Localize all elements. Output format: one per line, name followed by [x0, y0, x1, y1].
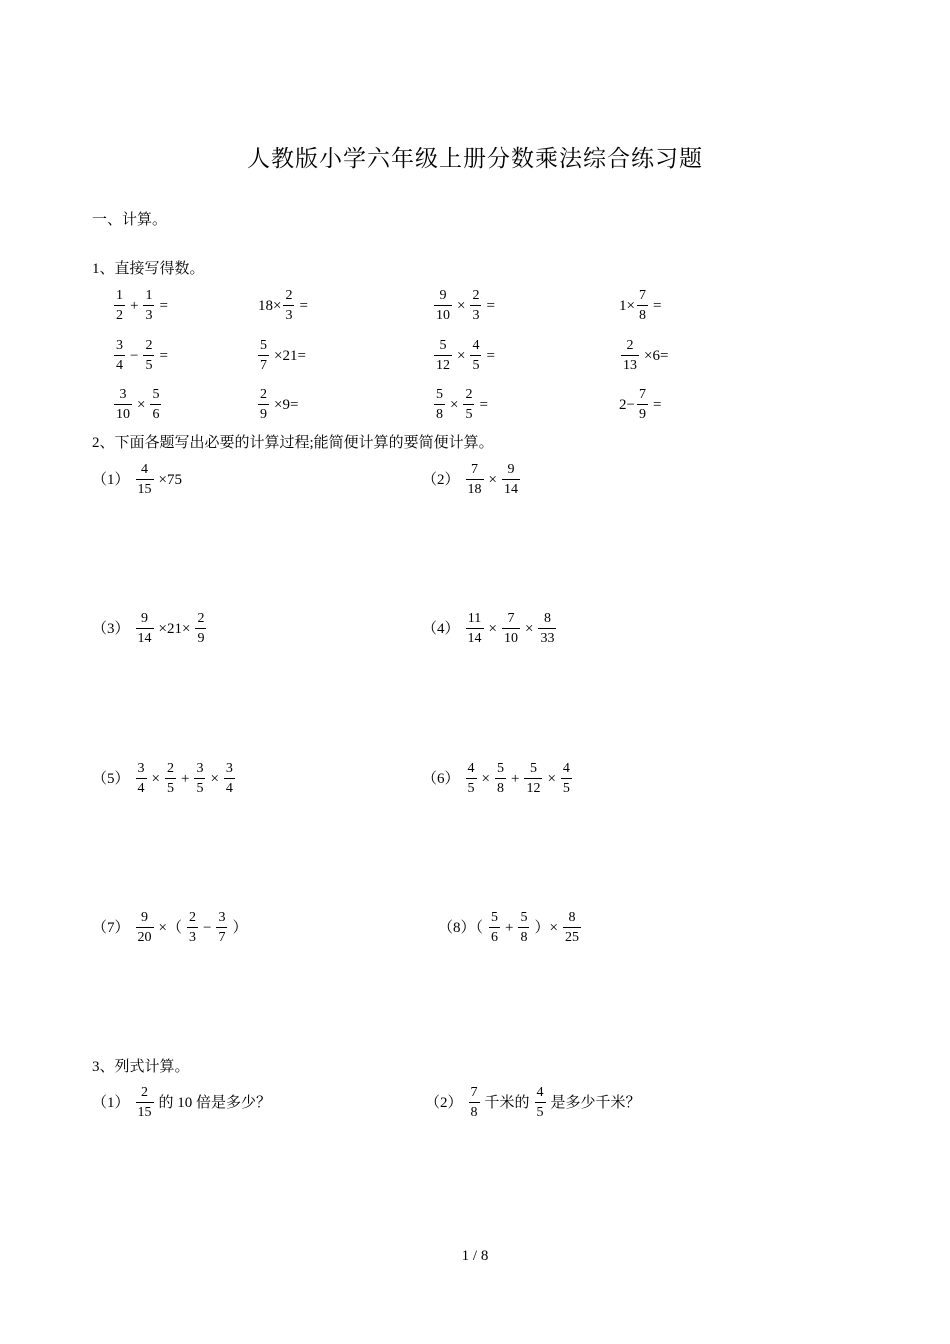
fraction: $\frac{5}{8}$: [436, 387, 443, 422]
section-heading: 一、计算。: [92, 212, 168, 228]
fraction: $\frac{3}{4}$: [225, 761, 233, 796]
fraction: $\frac{2}{9}$: [197, 611, 205, 646]
fraction: $\frac{4}{5}$: [472, 338, 480, 373]
fraction: $\frac{9}{10}$: [436, 288, 450, 323]
q1-item-r1c4: 1× $\frac{7}{8}$ =: [619, 288, 662, 323]
fraction: $\frac{11}{14}$: [467, 611, 482, 646]
fraction: $\frac{2}{15}$: [137, 1085, 152, 1120]
q1-item-r3c3: $\frac{5}{8}$ × $\frac{2}{5}$ =: [436, 387, 488, 422]
q1-item-r1c2: 18× $\frac{2}{3}$ =: [258, 288, 308, 323]
fraction: $\frac{4}{5}$: [536, 1085, 544, 1120]
fraction: $\frac{8}{33}$: [540, 611, 555, 646]
fraction: $\frac{2}{3}$: [472, 288, 480, 323]
q3-heading: 3、列式计算。: [92, 1059, 190, 1075]
q3-problem-2: （2） $\frac{7}{8}$ 千米的 $\frac{4}{5}$ 是多少千米？: [425, 1085, 641, 1120]
fraction: $\frac{3}{5}$: [196, 761, 204, 796]
q2-problem-3: （3） $\frac{9}{14}$ ×21× $\frac{2}{9}$: [92, 611, 205, 646]
fraction: $\frac{5}{6}$: [491, 910, 499, 945]
fraction: $\frac{1}{3}$: [145, 288, 153, 323]
fraction: $\frac{8}{25}$: [564, 910, 579, 945]
fraction: $\frac{3}{4}$: [116, 338, 123, 373]
fraction: $\frac{7}{18}$: [467, 462, 482, 497]
fraction: $\frac{2}{5}$: [465, 387, 473, 422]
fraction: $\frac{7}{9}$: [638, 387, 646, 422]
q1-item-r2c3: $\frac{5}{12}$ × $\frac{4}{5}$ =: [436, 338, 495, 373]
q2-problem-5: （5） $\frac{3}{4}$ × $\frac{2}{5}$ + $\frac{3}{5}$ × $\frac{3}{4}$: [92, 761, 233, 796]
fraction: $\frac{9}{14}$: [503, 462, 518, 497]
fraction: $\frac{3}{10}$: [116, 387, 130, 422]
q1-item-r2c4: $\frac{2}{13}$ ×6=: [623, 338, 669, 373]
fraction: $\frac{9}{20}$: [137, 910, 152, 945]
q2-problem-1: （1） $\frac{4}{15}$ ×75: [92, 462, 182, 497]
q2-heading: 2、下面各题写出必要的计算过程;能简便计算的要简便计算。: [92, 435, 494, 451]
q1-item-r1c3: $\frac{9}{10}$ × $\frac{2}{3}$ =: [436, 288, 495, 323]
page-title: 人教版小学六年级上册分数乘法综合练习题: [247, 146, 703, 171]
fraction: $\frac{3}{7}$: [218, 910, 226, 945]
fraction: $\frac{5}{7}$: [260, 338, 267, 373]
page-number: 1 / 8: [461, 1248, 489, 1264]
q2-problem-2: （2） $\frac{7}{18}$ × $\frac{9}{14}$: [422, 462, 518, 497]
fraction: $\frac{2}{5}$: [166, 761, 174, 796]
q2-problem-7: （7） $\frac{9}{20}$ ×（ $\frac{2}{3}$ − $\frac{3}{7}$ ）: [92, 910, 248, 945]
q1-item-r3c2: $\frac{2}{9}$ ×9=: [260, 387, 299, 422]
fraction: $\frac{1}{2}$: [116, 288, 123, 323]
fraction: $\frac{5}{12}$: [526, 761, 541, 796]
fraction: $\frac{5}{8}$: [520, 910, 528, 945]
fraction: $\frac{5}{6}$: [152, 387, 160, 422]
q1-item-r1c1: $\frac{1}{2}$ + $\frac{1}{3}$ =: [116, 288, 168, 323]
q1-item-r2c2: $\frac{5}{7}$ ×21=: [260, 338, 306, 373]
fraction: $\frac{2}{3}$: [285, 288, 293, 323]
fraction: $\frac{3}{4}$: [137, 761, 145, 796]
q2-problem-8: （8）（ $\frac{5}{6}$ + $\frac{5}{8}$ ）× $\frac{8}{25}$: [438, 910, 579, 945]
q2-problem-6: （6） $\frac{4}{5}$ × $\frac{5}{8}$ + $\frac{5}{12}$ × $\frac{4}{5}$: [422, 761, 570, 796]
fraction: $\frac{7}{10}$: [503, 611, 518, 646]
fraction: $\frac{2}{3}$: [188, 910, 196, 945]
q3-problem-1: （1） $\frac{2}{15}$ 的 10 倍是多少？: [92, 1085, 272, 1120]
q2-problem-4: （4） $\frac{11}{14}$ × $\frac{7}{10}$ × $\frac{8}{33}$: [422, 611, 555, 646]
fraction: $\frac{2}{5}$: [145, 338, 153, 373]
fraction: $\frac{4}{15}$: [137, 462, 152, 497]
fraction: $\frac{2}{9}$: [260, 387, 267, 422]
fraction: $\frac{2}{13}$: [623, 338, 637, 373]
fraction: $\frac{4}{5}$: [467, 761, 475, 796]
q1-item-r3c1: $\frac{3}{10}$ × $\frac{5}{6}$: [116, 387, 160, 422]
fraction: $\frac{5}{8}$: [496, 761, 504, 796]
fraction: $\frac{7}{8}$: [470, 1085, 478, 1120]
fraction: $\frac{5}{12}$: [436, 338, 450, 373]
q1-item-r3c4: 2− $\frac{7}{9}$ =: [619, 387, 662, 422]
q1-item-r2c1: $\frac{3}{4}$ − $\frac{2}{5}$ =: [116, 338, 168, 373]
fraction: $\frac{9}{14}$: [137, 611, 152, 646]
fraction: $\frac{7}{8}$: [638, 288, 646, 323]
q1-heading: 1、直接写得数。: [92, 261, 205, 277]
fraction: $\frac{4}{5}$: [562, 761, 570, 796]
